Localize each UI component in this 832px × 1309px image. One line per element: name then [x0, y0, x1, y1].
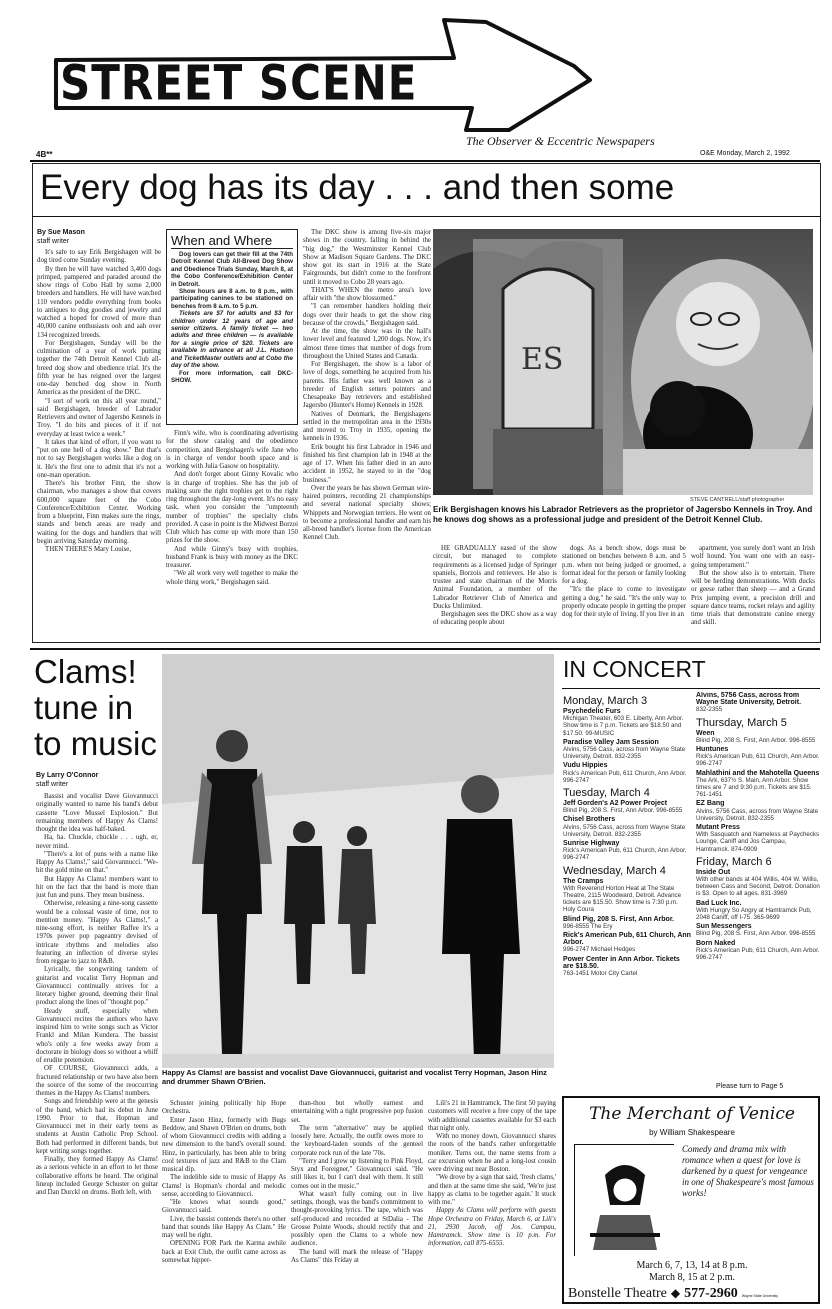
- paragraph: There's his brother Finn, the show chairman, who manages a show that covers 600,000 square feet of the Cobo Conference/Exhibition Center. Working from a blueprint, Finn makes sure the rings, stands and bench areas are ready and waiting for the dogs and handlers that will begin arriving Saturday morning.: [37, 480, 161, 545]
- paragraph: Live, the bassist contends there's no other band that sounds like Happy As Clam." He may well be right.: [162, 1215, 286, 1239]
- publisher-name: The Observer & Eccentric Newspapers: [466, 134, 655, 148]
- concert-event: Chisel Brothers Alvins, 5756 Cass, across from Wayne State University, Detroit. 832-2355: [563, 816, 686, 838]
- paragraph: Enter Jason Hinz, formerly with Bugs Beddow, and Shawn O'Brien on drums, both of whom Giovannucci credits with adding a new dimension to the band's overall sound. Hinz, in particularly, has been able to bring cool textures of jazz and R&B to the Clam musical dip.: [162, 1116, 286, 1173]
- paragraph: Finally, they formed Happy As Clams! as a serious vehicle in an effort to let those collaborative efforts be heard. The original lineup included George Schuster on guitar and Dan Durckl on drums. Both left, with: [36, 1156, 158, 1196]
- dog-column-4: [433, 545, 557, 635]
- concert-event: Alvins, 5756 Cass, across from Wayne State University, Detroit. 832-2355: [696, 692, 802, 714]
- clams-headline: [34, 654, 157, 762]
- dog-column-6: [691, 545, 815, 635]
- paragraph: Finn's wife, who is coordinating advertising for the show catalog and the obedience competition, and Bergishagen's wife Jane who is in charge of vendor booth space and is working with Julia Gasow on hospitality.: [166, 430, 298, 470]
- ad-footer: [568, 1284, 818, 1302]
- concert-event: Huntunes Rick's American Pub, 611 Church, Ann Arbor. 996-2747: [696, 746, 820, 768]
- svg-text:ES: ES: [521, 342, 564, 377]
- paragraph: The DKC show is among five-six major shows in the country, falling in behind the "big dog," the Westminster Kennel Club Show at Madison Square Gardens. The DKC show got its start in 1916 at the State Fairgrounds, but didn't come to the forefront until it moved to Cobo 28 years ago.: [303, 229, 431, 286]
- paragraph: Otherwise, releasing a nine-song cassette would be a colossal waste of time, not to mention money. "Happy As Clams!," a nine-song effort, is neither Raffee it's a 1970s power pop pageantry devised of intricate rhythms and melodies also featuring an inflection of diverse styles from reggae to jazz to R&B.: [36, 900, 158, 965]
- ad-theatre: Bonstelle Theatre: [568, 1286, 667, 1301]
- dog-photo: [433, 229, 813, 495]
- ad-dates-1: March 6, 7, 13, 14 at 8 p.m.: [636, 1260, 748, 1271]
- diamond-icon: ◆: [670, 1286, 681, 1300]
- turn-page-note: Please turn to Page 5: [716, 1083, 784, 1090]
- concert-event: EZ Bang Alvins, 5756 Cass, across from Wayne State University, Detroit. 832-2355: [696, 800, 819, 822]
- paragraph: What wasn't fully coming out in live settings, though, was the band's commitment to thought-provoking lyrics. The tape, which was self-produced and recorded at StDalia - The Grosse Pointe Woods, should rectify that and possibly open the Clams to a whole new audience.: [291, 1190, 423, 1248]
- byline-role: staff writer: [37, 237, 70, 245]
- jester-illustration-icon: [575, 1145, 675, 1257]
- paragraph: apartment, you surely don't want an Irish wolf hound. You want one with an easy-going temperament.": [691, 545, 815, 569]
- paragraph: Happy As Clams will perform with guests Hope Orchestra on Friday, March 6, at Lili's 21, 2930 Jacob, off Jos. Campau, Hamtramck. Show time is 10 p.m. For information, call 875-6555.: [428, 1207, 556, 1248]
- paragraph: dogs. As a bench show, dogs must be stationed on benches between 8 a.m. and 5 p.m. when not being judged or groomed, a format ideal for the person or family looking for a dog.: [562, 545, 686, 585]
- headline-rule: [32, 216, 821, 217]
- clams-column-2: [162, 1100, 286, 1303]
- when-where-text: For more information, call DKC-SHOW.: [171, 369, 293, 384]
- section-rule: [30, 648, 820, 650]
- page-number: 4B**: [36, 150, 53, 159]
- paragraph: It takes that kind of effort, if you want to "put on one hell of a dog show." But that's not to say Bergishagen works like a dog on it. He's the first one to admit that it's not a one-man operation.: [37, 438, 161, 479]
- paragraph: The indelible side to music of Happy As Clams! is Hopman's chordal and melodic sense, according to Giovannucci.: [162, 1174, 286, 1198]
- byline-role: staff writer: [36, 780, 69, 788]
- when-where-text: Dog lovers can get their fill at the 74th Detroit Kennel Club All-Breed Dog Show and Obedience Trials Sunday, March 8, at the Cobo Conference/Exhibition Center in Detroit.: [171, 251, 293, 288]
- concert-event: The Cramps With Reverend Horton Heat at The State Theatre, 2115 Woodward, Detroit. Advance tickets are $15.50. Show time is 7:30 p.m. Holy Coura: [563, 877, 682, 914]
- paragraph: By then he will have watched 3,400 dogs primped, pampered and paraded around the show rings of Cobo Hall by some 2,000 breeders and handlers. He will have watched 110 vendors peddle everything from books to antiques to dog goodies and jewelry and watched a hoped for crowd of more than 40,000 canine enthusiasts ooh and aah over 134 recognized breeds.: [37, 265, 161, 339]
- band-photo-image: [162, 654, 554, 1068]
- dateline: O&E Monday, March 2, 1992: [700, 150, 790, 157]
- paragraph: The band will mark the release of "Happy As Clams" this Friday at: [291, 1248, 423, 1264]
- concert-event: Power Center in Ann Arbor. Tickets are $18.50. 763-1451 Motor City Cartel: [563, 955, 680, 978]
- band-photo: [162, 654, 554, 1068]
- paragraph: The term "alternative" may be applied loosely here. Actually, the outfit owes more to the keyboard-laden sounds of the genteel corporate rock run of the late '70s.: [291, 1124, 423, 1157]
- paragraph: Erik bought his first Labrador in 1946 and finished his first champion lab in 1948 at the age of 17. When his father died in an auto accident in 1952, he stayed to in the "dog business.": [303, 443, 431, 484]
- paragraph: At the time, the show was in the hall's lower level and featured 1,200 dogs. Now, it's almost three times that number of dogs from throughout the United States and Canada.: [303, 328, 431, 360]
- paragraph: THAT'S WHEN the metro area's love affair with "the show blossomed.": [303, 286, 431, 302]
- paragraph: Over the years he has shown German wire-haired pointers, recording 21 championships and several national specialty shows; Whippets and Norwegian terriers. He went on to become a professional handler and earn his all-breed handler's license from the American Kennel Club.: [303, 484, 431, 542]
- masthead-rule: [30, 160, 820, 162]
- ad-phone: 577-2960: [684, 1286, 738, 1301]
- masthead-title: STREET SCENE: [60, 54, 418, 111]
- paragraph: THEN THERE'S Mary Louise,: [45, 546, 132, 553]
- concert-event: Vudu Hippies Rick's American Pub, 611 Church, Ann Arbor. 996-2747: [563, 762, 687, 784]
- clams-column-1: [36, 793, 158, 1303]
- concert-day: Thursday, March 5: [696, 716, 787, 729]
- concert-event: Jeff Gorden's A2 Power Project Blind Pig, 208 S. First, Ann Arbor. 996-8555: [563, 800, 683, 815]
- concert-event: Blind Pig, 208 S. First, Ann Arbor. 996-8555 The Ery: [563, 915, 675, 930]
- dog-headline: Every dog has its day . . . and then some: [40, 168, 675, 207]
- paragraph: "I can remember handlers holding their dogs over their heads to get the show ring because of the crowds," Bergishagen said.: [303, 303, 431, 327]
- dog-photo-credit: STEVE CANTRELL/staff photographer: [690, 497, 785, 503]
- paragraph: And while Ginny's busy with trophies, husband Frank is busy with money as the DKC treasurer.: [166, 545, 298, 569]
- byline-name: By Sue Mason: [37, 229, 85, 236]
- paragraph: Lyrically, the songwriting tandem of guitarist and vocalist Terry Hopman and Giovannucci continually strives for a literary higher ground, deeming their final product along the lines of "thought pop.": [36, 966, 158, 1007]
- concert-day: Wednesday, March 4: [563, 864, 666, 877]
- paragraph: "I sort of work on this all year round," said Bergishagen, breeder of Labrador Retrievers and owner of Jagersbo Kennels in Troy. "I do bits and pieces of it if not everyday at least twice a week.": [37, 397, 161, 438]
- concert-column-1: [563, 692, 691, 1074]
- when-where-box: [166, 229, 298, 425]
- concert-event: Born Naked Rick's American Pub, 611 Church, Ann Arbor. 996-2747: [696, 939, 820, 962]
- paragraph: "It's the place to come to investigate getting a dog," he said. "It's the only way to properly educate people in getting the proper dog for their style of living. If you live in an: [562, 586, 686, 618]
- paragraph: "We all work very well together to make the whole thing work," Bergishagen said.: [166, 570, 298, 586]
- concert-event: Inside Out With other bands at 404 Willis, 404 W. Willis, between Cass and Second, Detroit. Donation is $3. Open to all ages. 831-3969: [696, 868, 820, 898]
- concert-event: Mutant Press With Sasquatch and Nameless at Paychecks Lounge, Caniff and Jos Campau, Hamtramck. 874-0909: [696, 824, 820, 853]
- when-where-text: Show hours are 8 a.m. to 8 p.m., with participating canines to be stationed on benches from 8 a.m. to 5 p.m.: [171, 288, 293, 310]
- paragraph: OF COURSE, Giovannucci adds, a fractured relationship or two have also been the source of the some of the reoccurring themes in the Happy As Clams! numbers.: [36, 1065, 158, 1097]
- concert-day: Friday, March 6: [696, 855, 772, 868]
- concert-event: Psychedelic Furs Michigan Theater, 603 E. Liberty, Ann Arbor. Show time is 7 p.m. Tickets are $18.50 and $17.50. 99-MUSIC: [563, 708, 684, 737]
- concert-day: Tuesday, March 4: [563, 787, 650, 800]
- concert-rule: [562, 688, 820, 689]
- clams-byline: [36, 772, 156, 789]
- dog-photo-caption: Erik Bergishagen knows his Labrador Retrievers as the proprietor of Jagersbo Kennels in Troy. And he knows dog shows as a professional judge and president of the Detroit Kennel Club.: [433, 505, 813, 524]
- paragraph: than-thou but wholly earnest and entertaining with a tight progressive pop fusion set.: [291, 1100, 423, 1124]
- concert-day: Monday, March 3: [563, 695, 648, 707]
- paragraph: It's safe to say Erik Bergishagen will be dog tired come Sunday evening.: [37, 249, 161, 265]
- clams-column-3: [291, 1100, 423, 1303]
- dog-byline: [37, 229, 157, 246]
- ad-illustration: [574, 1144, 674, 1256]
- concert-event: Rick's American Pub, 611 Church, Ann Arbor. 996-2747 Michael Hedges: [563, 932, 691, 954]
- dog-column-3: [303, 229, 431, 635]
- when-where-title: When and Where: [171, 233, 293, 249]
- dog-column-1: [37, 249, 161, 635]
- ad-tagline: Comedy and drama mix with romance when a quest for love is darkened by a quest for vengeance in one of Shakespeare's most famous works!: [682, 1144, 814, 1198]
- paragraph: With no money down, Giovannucci shares the roots of the band's rather unforgettable moniker. Turns out, the name stems from a car excursion when he and a long-lost cousin were driving out near Boston.: [428, 1133, 556, 1173]
- paragraph: "Terry and I grew up listening to Pink Floyd, Styx and Foreigner," Giovannucci said. "He still likes it, but I can't deal with them. It still comes out in the music.": [291, 1157, 423, 1190]
- concert-event: Sun Messengers Blind Pig, 208 S. First, Ann Arbor. 996-8555: [696, 923, 816, 938]
- masthead: [20, 0, 820, 150]
- paragraph: HE GRADUALLY eased of the show circuit, but managed to complete requirements as a licensed judge of Springer spaniels, Borzois and retrievers. He also is trustee and state chairman of the Morris Animal Foundation, a member of the Labrador Retriever Club of America and Ducks Unlimited.: [433, 545, 557, 610]
- paragraph: Lili's 21 in Hamtramck. The first 50 paying customers will receive a free copy of the tape with additional cassettes available for $3 each that night only.: [428, 1100, 556, 1132]
- paragraph: OPENING FOR Park the Karma awhile back at Exit Club, the outfit came across as somewhat hipper-: [162, 1240, 286, 1264]
- paragraph: Heady stuff, especially when Giovannucci recites the authors who have inspired him to write songs such as Victor Frankl and Milan Kundera. The bassist who's only a few weeks away from a doctorate in biology does so without a whiff of erudite pretension.: [36, 1007, 158, 1064]
- concert-event: Mahlathini and the Mahotella Queens The Ark, 637½ S. Main, Ann Arbor. Show times are 7 and 9:30 p.m. Tickets are $15. 761-1451: [696, 769, 820, 799]
- paragraph: Ha, ha. Chuckle, chuckle . . . ugh, er, never mind.: [36, 834, 158, 850]
- ad-university: Wayne State University: [741, 1294, 779, 1298]
- clams-headline-line: tune in: [34, 689, 134, 726]
- concert-event: Paradise Valley Jam Session Alvins, 5756 Cass, across from Wayne State University, Detroit. 832-2355: [563, 738, 686, 761]
- clams-headline-line: Clams!: [34, 653, 137, 690]
- paragraph: Bassist and vocalist Dave Giovannucci originally wanted to name his band's debut cassette "Love Mussel Explosion." But remaining members of Happy As Clams! thought the idea was half-baked.: [36, 793, 158, 833]
- paragraph: "He knows what sounds good," Giovannucci said.: [162, 1199, 286, 1215]
- concert-event: Sunrise Highway Rick's American Pub, 611 Church, Ann Arbor. 996-2747: [563, 840, 687, 862]
- paragraph: Natives of Denmark, the Bergishagens settled in the metropolitan area in the 1930s and moved to Troy in 1935, opening the kennels in 1936.: [303, 410, 431, 443]
- paragraph: For Bergishagen, Sunday will be the culmination of a year of work putting together the 74th Detroit Kennel Club all-breed dog show and obedience trial. It's the fifth year he has reigned over the largest one-day benched dog show in North America as the president of the DKC.: [37, 339, 161, 397]
- concert-event: Bad Luck Inc. With Hungry So Angry at Hamtramck Pub, 2048 Caniff, off I-75. 365-9699: [696, 899, 812, 922]
- paragraph: Bergishagen sees the DKC show as a way of educating people about: [433, 611, 557, 627]
- paragraph: Schuster joining politically hip Hope Orchestra.: [162, 1100, 286, 1116]
- band-photo-caption: Happy As Clams! are bassist and vocalist Dave Giovannucci, guitarist and vocalist Terry Hopman, Jason Hinz and drummer Shawn O'Brien.: [162, 1068, 547, 1086]
- concert-event: Ween Blind Pig, 208 S. First, Ann Arbor. 996-8555: [696, 729, 816, 744]
- paragraph: But Happy As Clams! members want to hit on the fact that the band is more than just fun and puns. They mean business.: [36, 875, 158, 899]
- clams-headline-line: to music: [34, 725, 157, 762]
- merchant-ad: [562, 1096, 820, 1304]
- concert-title: IN CONCERT: [563, 656, 706, 682]
- paragraph: For Bergishagen, the show is a labor of love of dogs, something he acquired from his parents. His father was well known as a breeder of English setters pointers and Chesapeake Bay retrievers and established Jagersbo (Hunter's Home) Kennels in 1928.: [303, 361, 431, 410]
- paragraph: "There's a lot of puns with a name like Happy As Clams!," said Giovannucci. "We-hit the gold mine on that.": [36, 850, 158, 875]
- ad-author: by William Shakespeare: [649, 1128, 735, 1137]
- dog-column-2: [166, 430, 298, 635]
- paragraph: Songs and friendship were at the genesis of the band, which had its debut in June 1990. Prior to that, Hopman and Giovannucci met in their early teens as students at Austin Catholic Prep School. Both had performed in different bands, but kept writing songs together.: [36, 1098, 158, 1155]
- ad-dates-2: March 8, 15 at 2 p.m.: [648, 1272, 736, 1283]
- when-where-text: Tickets are $7 for adults and $3 for children under 12 years of age and senior citizens. A family ticket — two adults and three children — is available for a single price of $20. Tickets are available in advance at all J.L. Hudson and TicketMaster outlets and at Cobo the day of the show.: [171, 310, 293, 370]
- concert-column-2: [696, 692, 820, 1074]
- clams-column-4: [428, 1100, 556, 1303]
- dog-column-5: [562, 545, 686, 635]
- paragraph: But the show also is to entertain. There will be herding demonstrations. With ducks or geese rather than sheep — and a Grand Prix jumping event, a precision drill and square dance teams, rocket relays and agility time trials that demonstrate canine energy and skill.: [691, 569, 815, 627]
- paragraph: "We drove by a sign that said, 'fresh clams,' and then at the same time she said, 'We're just happy as clams to be together again.' It stuck with me.": [428, 1174, 556, 1206]
- byline-name: By Larry O'Connor: [36, 772, 99, 779]
- paragraph: And don't forget about Ginny Kovalic who is in charge of trophies. She has the job of making sure the right trophies get to the right ring throughout the day-long event. It's no easy task, when you consider the "umpteenth number of trophies" the specialty clubs provided. A case in point is the Midwest Borzoi Club which has come up with more than 150 prizes for the show.: [166, 471, 298, 545]
- dog-photo-image: [433, 229, 813, 495]
- ad-title: The Merchant of Venice: [589, 1104, 795, 1124]
